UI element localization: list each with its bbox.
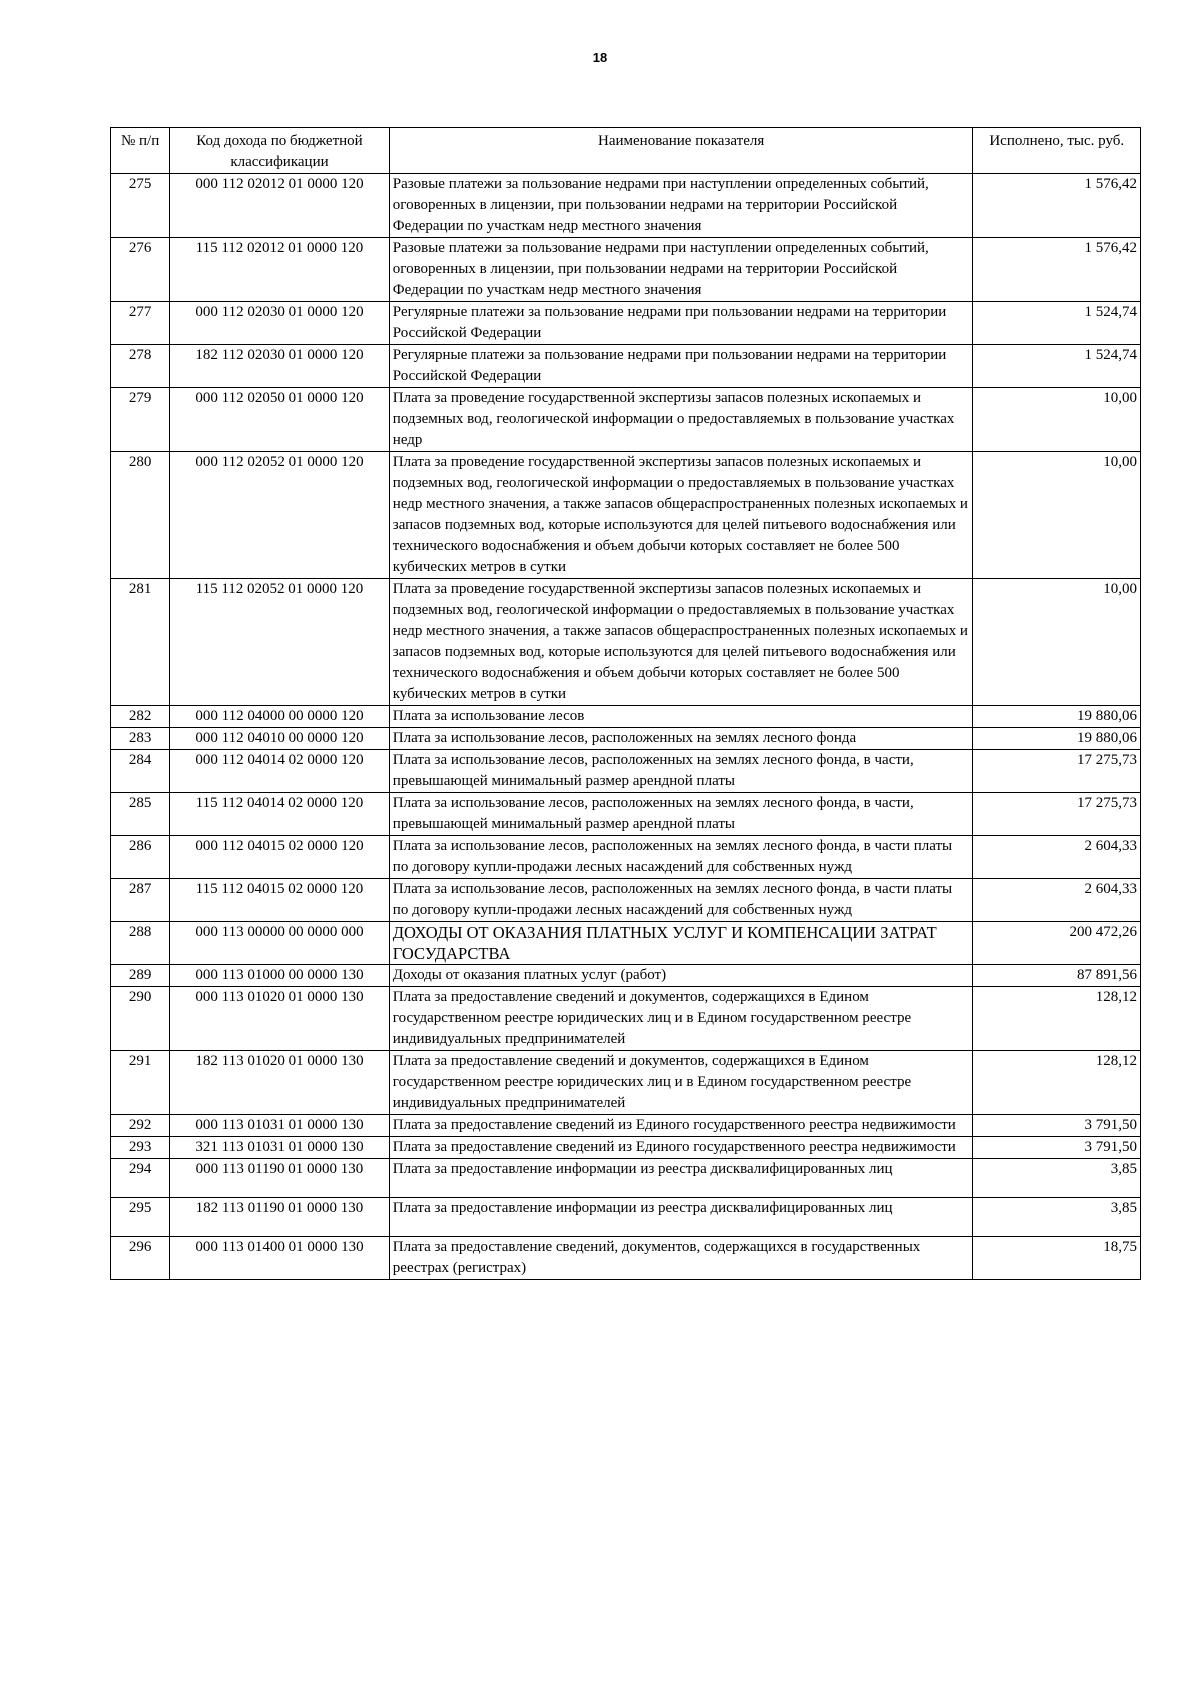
row-number: 295 (111, 1198, 170, 1237)
row-number: 288 (111, 922, 170, 965)
executed-amount: 19 880,06 (973, 706, 1141, 728)
executed-amount: 17 275,73 (973, 750, 1141, 793)
indicator-name: Плата за проведение государственной экспертизы запасов полезных ископаемых и подземных вод, геологической информации о предоставляемых в пользование участках недр местного значения, а также запасов общераспространенных полезных ископаемых и запасов подземных вод, которые используются для целей питьевого водоснабжения или технического водоснабжения и объем добычи которых составляет не более 500 кубических метров в сутки (389, 452, 973, 579)
income-code: 000 113 00000 00 0000 000 (170, 922, 390, 965)
table-row (111, 879, 1141, 922)
table-row (111, 987, 1141, 1051)
indicator-name: Регулярные платежи за пользование недрами при пользовании недрами на территории Российской Федерации (389, 345, 973, 388)
row-number: 296 (111, 1237, 170, 1280)
executed-amount: 10,00 (973, 388, 1141, 452)
income-code: 000 112 04015 02 0000 120 (170, 836, 390, 879)
income-code: 115 112 02052 01 0000 120 (170, 579, 390, 706)
table-header-row (111, 128, 1141, 174)
header-row-number: № п/п (111, 128, 170, 174)
row-number: 284 (111, 750, 170, 793)
income-code: 000 112 02052 01 0000 120 (170, 452, 390, 579)
page-number: 18 (592, 50, 608, 65)
executed-amount: 10,00 (973, 579, 1141, 706)
income-code: 000 112 04000 00 0000 120 (170, 706, 390, 728)
executed-amount: 1 576,42 (973, 238, 1141, 302)
executed-amount: 2 604,33 (973, 836, 1141, 879)
row-number: 276 (111, 238, 170, 302)
income-code: 000 112 04014 02 0000 120 (170, 750, 390, 793)
table-row (111, 793, 1141, 836)
row-number: 283 (111, 728, 170, 750)
indicator-name: Плата за использование лесов, расположенных на землях лесного фонда (389, 728, 973, 750)
executed-amount: 3 791,50 (973, 1115, 1141, 1137)
row-number: 291 (111, 1051, 170, 1115)
executed-amount: 2 604,33 (973, 879, 1141, 922)
income-code: 000 113 01031 01 0000 130 (170, 1115, 390, 1137)
executed-amount: 1 524,74 (973, 302, 1141, 345)
executed-amount: 1 524,74 (973, 345, 1141, 388)
table-row (111, 1198, 1141, 1237)
row-number: 282 (111, 706, 170, 728)
indicator-name: Плата за предоставление информации из реестра дисквалифицированных лиц (389, 1159, 973, 1198)
row-number: 294 (111, 1159, 170, 1198)
executed-amount: 87 891,56 (973, 965, 1141, 987)
income-code: 000 113 01000 00 0000 130 (170, 965, 390, 987)
indicator-name: Плата за использование лесов, расположенных на землях лесного фонда, в части платы по договору купли-продажи лесных насаждений для собственных нужд (389, 879, 973, 922)
income-code: 115 112 02012 01 0000 120 (170, 238, 390, 302)
row-number: 292 (111, 1115, 170, 1137)
executed-amount: 3 791,50 (973, 1137, 1141, 1159)
table-row (111, 238, 1141, 302)
indicator-name: Разовые платежи за пользование недрами при наступлении определенных событий, оговоренных в лицензии, при пользовании недрами на территории Российской Федерации по участкам недр местного значения (389, 238, 973, 302)
table-row (111, 1237, 1141, 1280)
indicator-name: ДОХОДЫ ОТ ОКАЗАНИЯ ПЛАТНЫХ УСЛУГ И КОМПЕНСАЦИИ ЗАТРАТ ГОСУДАРСТВА (389, 922, 973, 965)
row-number: 287 (111, 879, 170, 922)
indicator-name: Регулярные платежи за пользование недрами при пользовании недрами на территории Российской Федерации (389, 302, 973, 345)
row-number: 275 (111, 174, 170, 238)
table-row (111, 1159, 1141, 1198)
table-row (111, 174, 1141, 238)
indicator-name: Плата за проведение государственной экспертизы запасов полезных ископаемых и подземных вод, геологической информации о предоставляемых в пользование участках недр (389, 388, 973, 452)
table-row (111, 728, 1141, 750)
table-row (111, 1137, 1141, 1159)
row-number: 286 (111, 836, 170, 879)
table-row (111, 388, 1141, 452)
indicator-name: Плата за использование лесов, расположенных на землях лесного фонда, в части платы по договору купли-продажи лесных насаждений для собственных нужд (389, 836, 973, 879)
row-number: 281 (111, 579, 170, 706)
executed-amount: 128,12 (973, 1051, 1141, 1115)
executed-amount: 10,00 (973, 452, 1141, 579)
row-number: 293 (111, 1137, 170, 1159)
table-row (111, 750, 1141, 793)
table-row (111, 1051, 1141, 1115)
indicator-name: Плата за предоставление сведений из Единого государственного реестра недвижимости (389, 1115, 973, 1137)
income-code: 115 112 04015 02 0000 120 (170, 879, 390, 922)
income-code: 115 112 04014 02 0000 120 (170, 793, 390, 836)
row-number: 289 (111, 965, 170, 987)
executed-amount: 1 576,42 (973, 174, 1141, 238)
income-code: 000 112 04010 00 0000 120 (170, 728, 390, 750)
table-row (111, 706, 1141, 728)
executed-amount: 17 275,73 (973, 793, 1141, 836)
executed-amount: 19 880,06 (973, 728, 1141, 750)
budget-revenue-table (110, 127, 1141, 1280)
income-code: 000 112 02050 01 0000 120 (170, 388, 390, 452)
income-code: 182 113 01020 01 0000 130 (170, 1051, 390, 1115)
executed-amount: 3,85 (973, 1198, 1141, 1237)
income-code: 000 113 01020 01 0000 130 (170, 987, 390, 1051)
indicator-name: Плата за предоставление сведений, документов, содержащихся в государственных реестрах (регистрах) (389, 1237, 973, 1280)
indicator-name: Плата за предоставление сведений из Единого государственного реестра недвижимости (389, 1137, 973, 1159)
income-code: 000 113 01400 01 0000 130 (170, 1237, 390, 1280)
indicator-name: Плата за использование лесов, расположенных на землях лесного фонда, в части, превышающей минимальный размер арендной платы (389, 793, 973, 836)
table-row (111, 965, 1141, 987)
income-code: 182 112 02030 01 0000 120 (170, 345, 390, 388)
income-code: 000 112 02012 01 0000 120 (170, 174, 390, 238)
table-row (111, 302, 1141, 345)
table-row (111, 1115, 1141, 1137)
executed-amount: 18,75 (973, 1237, 1141, 1280)
executed-amount: 200 472,26 (973, 922, 1141, 965)
table-row (111, 922, 1141, 965)
table-row (111, 345, 1141, 388)
indicator-name: Доходы от оказания платных услуг (работ) (389, 965, 973, 987)
indicator-name: Плата за предоставление сведений и документов, содержащихся в Едином государственном реестре юридических лиц и в Едином государственном реестре индивидуальных предпринимателей (389, 1051, 973, 1115)
row-number: 290 (111, 987, 170, 1051)
executed-amount: 128,12 (973, 987, 1141, 1051)
income-code: 000 113 01190 01 0000 130 (170, 1159, 390, 1198)
indicator-name: Плата за проведение государственной экспертизы запасов полезных ископаемых и подземных вод, геологической информации о предоставляемых в пользование участках недр местного значения, а также запасов общераспространенных полезных ископаемых и запасов подземных вод, которые используются для целей питьевого водоснабжения или технического водоснабжения и объем добычи которых составляет не более 500 кубических метров в сутки (389, 579, 973, 706)
indicator-name: Плата за использование лесов (389, 706, 973, 728)
indicator-name: Разовые платежи за пользование недрами при наступлении определенных событий, оговоренных в лицензии, при пользовании недрами на территории Российской Федерации по участкам недр местного значения (389, 174, 973, 238)
table-row (111, 579, 1141, 706)
indicator-name: Плата за использование лесов, расположенных на землях лесного фонда, в части, превышающей минимальный размер арендной платы (389, 750, 973, 793)
row-number: 278 (111, 345, 170, 388)
row-number: 277 (111, 302, 170, 345)
row-number: 280 (111, 452, 170, 579)
header-income-code: Код дохода по бюджетной классификации (170, 128, 390, 174)
indicator-name: Плата за предоставление сведений и документов, содержащихся в Едином государственном реестре юридических лиц и в Едином государственном реестре индивидуальных предпринимателей (389, 987, 973, 1051)
executed-amount: 3,85 (973, 1159, 1141, 1198)
header-executed-amount: Исполнено, тыс. руб. (973, 128, 1141, 174)
income-code: 000 112 02030 01 0000 120 (170, 302, 390, 345)
income-code: 182 113 01190 01 0000 130 (170, 1198, 390, 1237)
income-code: 321 113 01031 01 0000 130 (170, 1137, 390, 1159)
indicator-name: Плата за предоставление информации из реестра дисквалифицированных лиц (389, 1198, 973, 1237)
table-row (111, 452, 1141, 579)
table-row (111, 836, 1141, 879)
row-number: 279 (111, 388, 170, 452)
header-indicator-name: Наименование показателя (389, 128, 973, 174)
row-number: 285 (111, 793, 170, 836)
